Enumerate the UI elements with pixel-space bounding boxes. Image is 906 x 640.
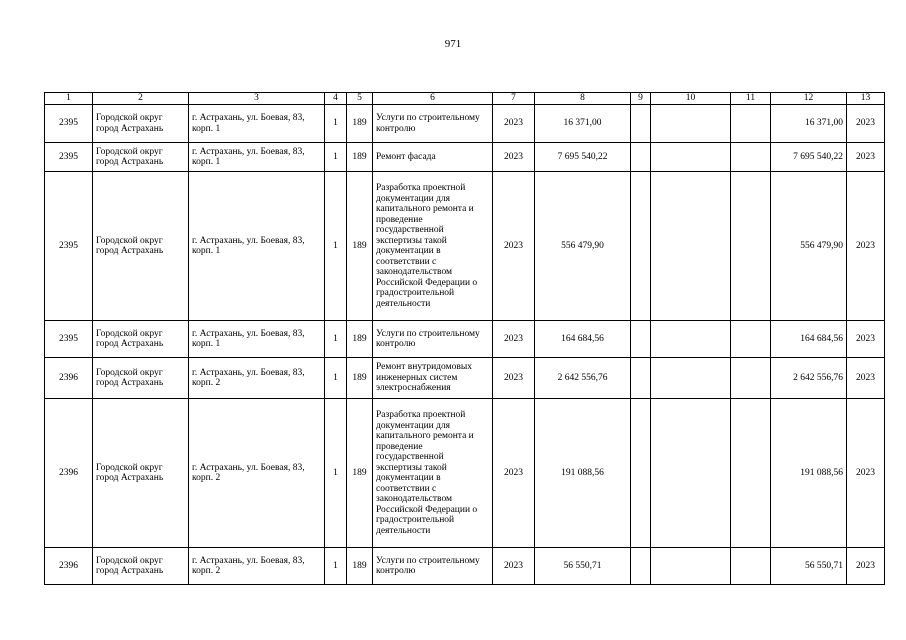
total-cell: 16 371,00 <box>771 105 847 143</box>
row-number: 2396 <box>45 358 93 399</box>
total-cell: 56 550,71 <box>771 548 847 585</box>
col-5-cell: 189 <box>347 399 373 548</box>
work-type-cell: Ремонт внутридомовых инженерных систем электроснабжения <box>373 358 493 399</box>
address-cell: г. Астрахань, ул. Боевая, 83, корп. 2 <box>189 358 325 399</box>
col-11-cell <box>731 143 771 172</box>
col-5-cell: 189 <box>347 548 373 585</box>
row-number: 2395 <box>45 321 93 358</box>
address-cell: г. Астрахань, ул. Боевая, 83, корп. 1 <box>189 172 325 321</box>
table-row <box>45 105 885 143</box>
row-number: 2396 <box>45 399 93 548</box>
end-year-cell: 2023 <box>847 399 885 548</box>
registry-table <box>44 92 885 585</box>
end-year-cell: 2023 <box>847 548 885 585</box>
col-10-cell <box>651 105 731 143</box>
header-cell: 6 <box>373 93 493 105</box>
cost-cell: 7 695 540,22 <box>535 143 631 172</box>
col-10-cell <box>651 143 731 172</box>
header-cell: 1 <box>45 93 93 105</box>
municipality-cell: Городской округ город Астрахань <box>93 399 189 548</box>
municipality-cell: Городской округ город Астрахань <box>93 172 189 321</box>
header-cell: 5 <box>347 93 373 105</box>
table-row <box>45 358 885 399</box>
header-cell: 10 <box>651 93 731 105</box>
cost-cell: 556 479,90 <box>535 172 631 321</box>
header-cell: 11 <box>731 93 771 105</box>
end-year-cell: 2023 <box>847 143 885 172</box>
header-cell: 4 <box>325 93 347 105</box>
table-row <box>45 172 885 321</box>
total-cell: 164 684,56 <box>771 321 847 358</box>
col-11-cell <box>731 321 771 358</box>
cost-cell: 2 642 556,76 <box>535 358 631 399</box>
header-cell: 9 <box>631 93 651 105</box>
cost-cell: 16 371,00 <box>535 105 631 143</box>
end-year-cell: 2023 <box>847 105 885 143</box>
col-5-cell: 189 <box>347 321 373 358</box>
col-10-cell <box>651 172 731 321</box>
col-10-cell <box>651 399 731 548</box>
col-9-cell <box>631 399 651 548</box>
cost-cell: 56 550,71 <box>535 548 631 585</box>
cost-cell: 191 088,56 <box>535 399 631 548</box>
total-cell: 7 695 540,22 <box>771 143 847 172</box>
address-cell: г. Астрахань, ул. Боевая, 83, корп. 1 <box>189 143 325 172</box>
col-5-cell: 189 <box>347 358 373 399</box>
municipality-cell: Городской округ город Астрахань <box>93 358 189 399</box>
end-year-cell: 2023 <box>847 321 885 358</box>
work-type-cell: Разработка проектной документации для капитального ремонта и проведение государственной экспертизы такой документации в соответствии с законодательством Российской Федерации о градостроительной деятельности <box>373 172 493 321</box>
row-number: 2395 <box>45 172 93 321</box>
col-9-cell <box>631 321 651 358</box>
col-11-cell <box>731 358 771 399</box>
col-5-cell: 189 <box>347 105 373 143</box>
year-cell: 2023 <box>493 321 535 358</box>
year-cell: 2023 <box>493 399 535 548</box>
col-10-cell <box>651 321 731 358</box>
work-type-cell: Ремонт фасада <box>373 143 493 172</box>
end-year-cell: 2023 <box>847 358 885 399</box>
row-number: 2395 <box>45 105 93 143</box>
municipality-cell: Городской округ город Астрахань <box>93 105 189 143</box>
col-4-cell: 1 <box>325 358 347 399</box>
col-4-cell: 1 <box>325 399 347 548</box>
header-cell: 13 <box>847 93 885 105</box>
year-cell: 2023 <box>493 548 535 585</box>
municipality-cell: Городской округ город Астрахань <box>93 143 189 172</box>
municipality-cell: Городской округ город Астрахань <box>93 548 189 585</box>
address-cell: г. Астрахань, ул. Боевая, 83, корп. 2 <box>189 399 325 548</box>
header-cell: 12 <box>771 93 847 105</box>
col-4-cell: 1 <box>325 172 347 321</box>
year-cell: 2023 <box>493 105 535 143</box>
table-row <box>45 399 885 548</box>
end-year-cell: 2023 <box>847 172 885 321</box>
col-10-cell <box>651 358 731 399</box>
col-11-cell <box>731 548 771 585</box>
year-cell: 2023 <box>493 358 535 399</box>
header-row <box>45 93 885 105</box>
col-9-cell <box>631 358 651 399</box>
year-cell: 2023 <box>493 172 535 321</box>
address-cell: г. Астрахань, ул. Боевая, 83, корп. 1 <box>189 321 325 358</box>
col-9-cell <box>631 105 651 143</box>
table-row <box>45 321 885 358</box>
col-9-cell <box>631 143 651 172</box>
address-cell: г. Астрахань, ул. Боевая, 83, корп. 1 <box>189 105 325 143</box>
address-cell: г. Астрахань, ул. Боевая, 83, корп. 2 <box>189 548 325 585</box>
work-type-cell: Услуги по строительному контролю <box>373 321 493 358</box>
col-11-cell <box>731 105 771 143</box>
col-11-cell <box>731 172 771 321</box>
total-cell: 556 479,90 <box>771 172 847 321</box>
table-row <box>45 143 885 172</box>
col-4-cell: 1 <box>325 548 347 585</box>
total-cell: 191 088,56 <box>771 399 847 548</box>
work-type-cell: Услуги по строительному контролю <box>373 105 493 143</box>
year-cell: 2023 <box>493 143 535 172</box>
col-9-cell <box>631 172 651 321</box>
col-4-cell: 1 <box>325 143 347 172</box>
municipality-cell: Городской округ город Астрахань <box>93 321 189 358</box>
col-4-cell: 1 <box>325 105 347 143</box>
col-4-cell: 1 <box>325 321 347 358</box>
header-cell: 2 <box>93 93 189 105</box>
col-5-cell: 189 <box>347 172 373 321</box>
col-5-cell: 189 <box>347 143 373 172</box>
work-type-cell: Разработка проектной документации для капитального ремонта и проведение государственной экспертизы такой документации в соответствии с законодательством Российской Федерации о градостроительной деятельности <box>373 399 493 548</box>
total-cell: 2 642 556,76 <box>771 358 847 399</box>
col-10-cell <box>651 548 731 585</box>
page-number: 971 <box>444 38 462 50</box>
cost-cell: 164 684,56 <box>535 321 631 358</box>
header-cell: 3 <box>189 93 325 105</box>
row-number: 2395 <box>45 143 93 172</box>
header-cell: 8 <box>535 93 631 105</box>
col-11-cell <box>731 399 771 548</box>
row-number: 2396 <box>45 548 93 585</box>
col-9-cell <box>631 548 651 585</box>
table-row <box>45 548 885 585</box>
work-type-cell: Услуги по строительному контролю <box>373 548 493 585</box>
header-cell: 7 <box>493 93 535 105</box>
